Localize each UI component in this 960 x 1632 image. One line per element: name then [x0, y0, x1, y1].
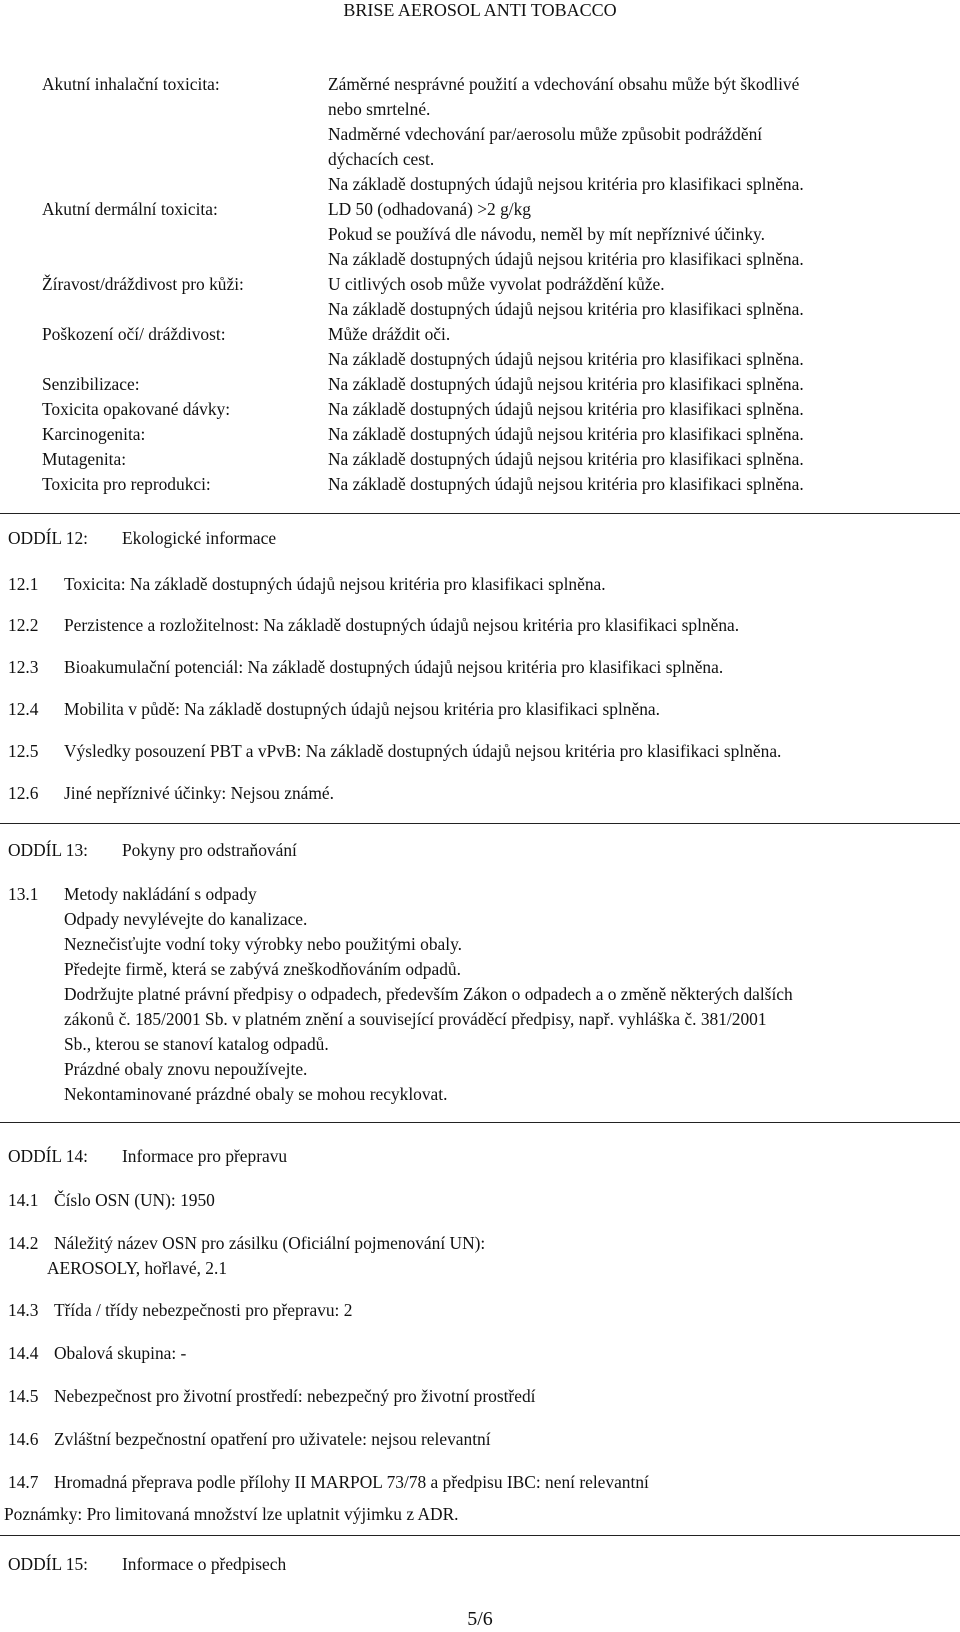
toxicity-text: nebo smrtelné. — [328, 99, 431, 119]
toxicity-label: Akutní dermální toxicita: — [42, 199, 218, 219]
section-divider — [0, 1535, 960, 1536]
item-12-2: 12.2 Perzistence a rozložitelnost: Na základě dostupných údajů nejsou kritéria pro klasifikaci splněna. — [8, 615, 740, 635]
section-14-title — [8, 1144, 287, 1169]
section-heading: Pokyny pro odstraňování — [122, 840, 297, 860]
disposal-line: zákonů č. 185/2001 Sb. v platném znění a související prováděcí předpisy, např. vyhláška č. 381/2001 — [64, 1009, 767, 1029]
transport-note: Poznámky: Pro limitovaná množství lze uplatnit výjimku z ADR. — [4, 1504, 459, 1524]
item-14-5: 14.5 Nebezpečnost pro životní prostředí: nebezpečný pro životní prostředí — [8, 1386, 536, 1406]
toxicity-row-repeated-dose — [0, 397, 960, 422]
toxicity-text: Na základě dostupných údajů nejsou kritéria pro klasifikaci splněna. — [328, 449, 804, 469]
section-number: ODDÍL 12: — [8, 528, 89, 548]
toxicity-label: Karcinogenita: — [42, 424, 146, 444]
toxicity-table — [0, 72, 960, 497]
toxicity-text: Na základě dostupných údajů nejsou kritéria pro klasifikaci splněna. — [328, 424, 804, 444]
item-14-1: 14.1 Číslo OSN (UN): 1950 — [8, 1190, 215, 1210]
disposal-line: Sb., kterou se stanoví katalog odpadů. — [64, 1034, 329, 1054]
toxicity-label: Mutagenita: — [42, 449, 127, 469]
disposal-line: Předejte firmě, která se zabývá zneškodňováním odpadů. — [64, 959, 461, 979]
toxicity-text: Na základě dostupných údajů nejsou kritéria pro klasifikaci splněna. — [328, 249, 804, 269]
item-continuation: AEROSOLY, hořlavé, 2.1 — [47, 1258, 228, 1278]
toxicity-text: Pokud se používá dle návodu, neměl by mít nepříznivé účinky. — [328, 224, 765, 244]
section-divider — [0, 513, 960, 514]
disposal-line: Odpady nevylévejte do kanalizace. — [64, 909, 308, 929]
toxicity-text: Na základě dostupných údajů nejsou kritéria pro klasifikaci splněna. — [328, 299, 804, 319]
section-heading: Informace pro přepravu — [122, 1146, 288, 1166]
item-12-6: 12.6 Jiné nepříznivé účinky: Nejsou známé. — [8, 783, 334, 803]
item-13-1: 13.1 Metody nakládání s odpady Odpady nevylévejte do kanalizace. Neznečisťujte vodní toky výrobky nebo použitými obaly. Předejte firmě, která se zabývá zneškodňováním odpadů. Dodržujte platné právní předpisy o odpadech, především Zákon o odpadech a o změně některých dalších zákonů č. 185/2001 Sb. v platném znění a související prováděcí předpisy, např. vyhláška č. 381/2001 Sb., kterou se stanoví katalog odpadů. Prázdné obaly znovu nepoužívejte. Nekontaminované prázdné obaly se mohou recyklovat. — [8, 882, 960, 1107]
section-heading: Informace o předpisech — [122, 1554, 287, 1574]
section-number: ODDÍL 14: — [8, 1146, 89, 1166]
toxicity-row-eye — [0, 322, 960, 372]
item-12-4: 12.4 Mobilita v půdě: Na základě dostupných údajů nejsou kritéria pro klasifikaci splněna. — [8, 699, 660, 719]
item-14-7: 14.7 Hromadná přeprava podle přílohy II MARPOL 73/78 a předpisu IBC: není relevantní — [8, 1472, 649, 1492]
disposal-line: Nekontaminované prázdné obaly se mohou recyklovat. — [64, 1084, 448, 1104]
page-number: 5/6 — [467, 1608, 493, 1630]
section-13-title — [8, 838, 297, 863]
section-divider — [0, 1122, 960, 1123]
document-header: BRISE AEROSOL ANTI TOBACCO — [343, 0, 617, 20]
toxicity-label: Akutní inhalační toxicita: — [42, 74, 220, 94]
section-number: ODDÍL 15: — [8, 1554, 89, 1574]
toxicity-text: U citlivých osob může vyvolat podráždění kůže. — [328, 274, 665, 294]
disposal-line: Neznečisťujte vodní toky výrobky nebo použitými obaly. — [64, 934, 462, 954]
toxicity-text: LD 50 (odhadovaná) >2 g/kg — [328, 199, 531, 219]
toxicity-row-inhalation — [0, 72, 960, 197]
toxicity-text: Na základě dostupných údajů nejsou kritéria pro klasifikaci splněna. — [328, 474, 804, 494]
item-12-1: 12.1 Toxicita: Na základě dostupných údajů nejsou kritéria pro klasifikaci splněna. — [8, 574, 606, 594]
toxicity-row-skin — [0, 272, 960, 322]
toxicity-row-sensitization — [0, 372, 960, 397]
disposal-line: Dodržujte platné právní předpisy o odpadech, především Zákon o odpadech a o změně některých dalších — [64, 984, 793, 1004]
toxicity-label: Toxicita pro reprodukci: — [42, 474, 211, 494]
toxicity-text: Na základě dostupných údajů nejsou kritéria pro klasifikaci splněna. — [328, 399, 804, 419]
section-number: ODDÍL 13: — [8, 840, 89, 860]
section-divider — [0, 823, 960, 824]
toxicity-label: Žíravost/dráždivost pro kůži: — [42, 274, 244, 294]
toxicity-label: Poškození očí/ dráždivost: — [42, 324, 226, 344]
toxicity-text: Na základě dostupných údajů nejsou kritéria pro klasifikaci splněna. — [328, 374, 804, 394]
toxicity-row-dermal — [0, 197, 960, 272]
toxicity-text: Nadměrné vdechování par/aerosolu může způsobit podráždění — [328, 124, 763, 144]
item-12-5: 12.5 Výsledky posouzení PBT a vPvB: Na základě dostupných údajů nejsou kritéria pro klasifikaci splněna. — [8, 741, 782, 761]
toxicity-text: Na základě dostupných údajů nejsou kritéria pro klasifikaci splněna. — [328, 174, 804, 194]
item-14-4: 14.4 Obalová skupina: - — [8, 1343, 187, 1363]
disposal-line: Prázdné obaly znovu nepoužívejte. — [64, 1059, 308, 1079]
toxicity-row-mutagenicity — [0, 447, 960, 472]
toxicity-text: Na základě dostupných údajů nejsou kritéria pro klasifikaci splněna. — [328, 349, 804, 369]
toxicity-label: Toxicita opakované dávky: — [42, 399, 231, 419]
toxicity-row-carcinogenicity — [0, 422, 960, 447]
section-15-title — [8, 1552, 286, 1577]
toxicity-text: dýchacích cest. — [328, 149, 435, 169]
item-14-2: 14.2 Náležitý název OSN pro zásilku (Oficiální pojmenování UN): AEROSOLY, hořlavé, 2.1 — [8, 1231, 485, 1281]
toxicity-text: Záměrné nesprávné použití a vdechování obsahu může být škodlivé — [328, 74, 800, 94]
toxicity-row-reproduction — [0, 472, 960, 497]
section-heading: Ekologické informace — [122, 528, 277, 548]
item-14-3: 14.3 Třída / třídy nebezpečnosti pro přepravu: 2 — [8, 1300, 353, 1320]
item-12-3: 12.3 Bioakumulační potenciál: Na základě dostupných údajů nejsou kritéria pro klasifikaci splněna. — [8, 657, 724, 677]
section-12-title — [8, 526, 276, 551]
toxicity-text: Může dráždit oči. — [328, 324, 451, 344]
toxicity-label: Senzibilizace: — [42, 374, 140, 394]
item-14-6: 14.6 Zvláštní bezpečnostní opatření pro uživatele: nejsou relevantní — [8, 1429, 491, 1449]
